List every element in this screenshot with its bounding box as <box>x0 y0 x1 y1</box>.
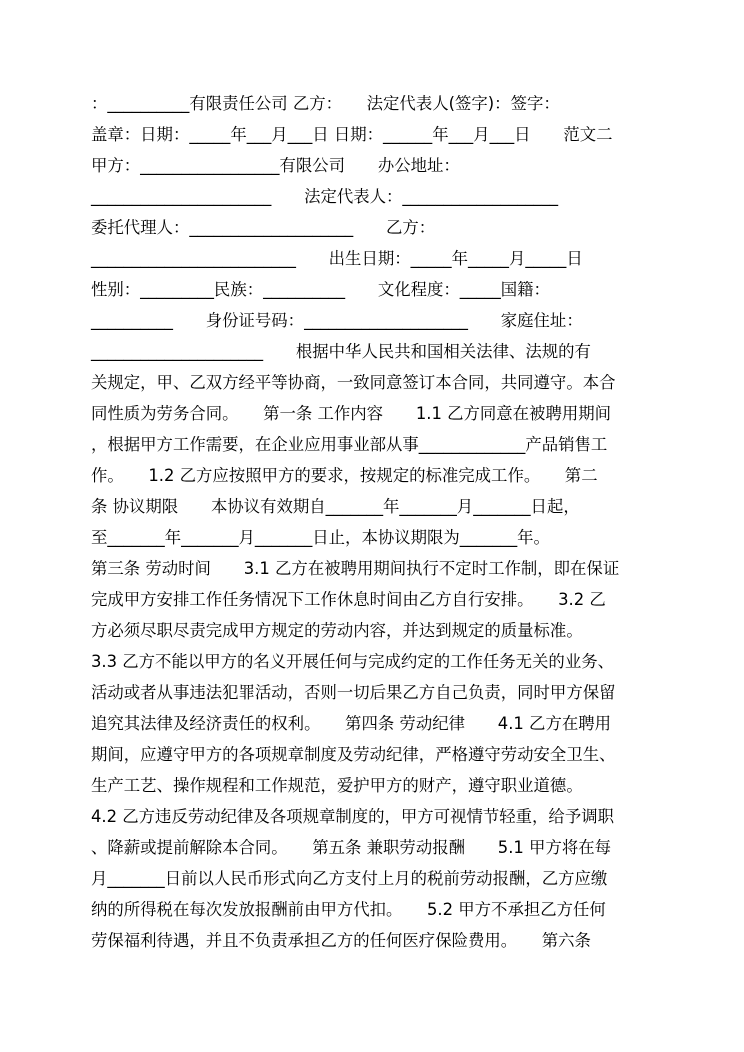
text-line: ，根据甲方工作需要，在企业应用事业部从事_____________产品销售工 <box>91 435 608 454</box>
text-line: 月_______日前以人民币形式向乙方支付上月的税前劳动报酬，乙方应缴 <box>91 869 608 888</box>
text-line: 活动或者从事违法犯罪活动，否则一切后果乙方自己负责，同时甲方保留 <box>91 683 616 702</box>
text-line: 同性质为劳务合同。 第一条 工作内容 1.1 乙方同意在被聘用期间 <box>91 404 612 423</box>
text-line: 劳保福利待遇，并且不负责承担乙方的任何医疗保险费用。 第六条 <box>91 931 591 950</box>
text-line: 委托代理人：____________________ 乙方： <box>91 218 436 237</box>
text-line: 4.2 乙方违反劳动纪律及各项规章制度的，甲方可视情节轻重，给予调职 <box>91 807 614 826</box>
text-line: 甲方：_________________有限公司 办公地址： <box>91 156 460 175</box>
contract-body <box>91 88 653 956</box>
text-line: 追究其法律及经济责任的权利。 第四条 劳动纪律 4.1 乙方在聘用 <box>91 714 612 733</box>
text-line: 纳的所得税在每次发放报酬前由甲方代扣。 5.2 甲方不承担乙方任何 <box>91 900 606 919</box>
text-line: ______________________ 法定代表人：___________________ <box>91 187 559 206</box>
text-line: 关规定，甲、乙双方经平等协商，一致同意签订本合同，共同遵守。本合 <box>91 373 616 392</box>
text-line: 条 协议期限 本协议有效期自_______年_______月_______日起， <box>91 497 580 516</box>
text-line: 盖章：日期：_____年___月___日 日期：______年___月___日 范文二 <box>91 125 613 144</box>
text-line: 生产工艺、操作规程和工作规范，爱护甲方的财产，遵守职业道德。 <box>91 776 583 795</box>
text-line: __________ 身份证号码：____________________ 家庭住址： <box>91 311 583 330</box>
text-line: 完成甲方安排工作任务情况下工作休息时间由乙方自行安排。 3.2 乙 <box>91 590 606 609</box>
text-line: ：__________有限责任公司 乙方： 法定代表人(签字)：签字： <box>91 94 560 113</box>
text-line: 期间，应遵守甲方的各项规章制度及劳动纪律，严格遵守劳动安全卫生、 <box>91 745 616 764</box>
text-line: 作。 1.2 乙方应按照甲方的要求，按规定的标准完成工作。 第二 <box>91 466 598 485</box>
text-line: _________________________ 出生日期：_____年_____月_____日 <box>91 249 583 268</box>
text-line: 性别：_________民族：__________ 文化程度：_____国籍： <box>91 280 550 299</box>
text-line: 方必须尽职尽责完成甲方规定的劳动内容，并达到规定的质量标准。 <box>91 621 583 640</box>
text-line: 3.3 乙方不能以甲方的名义开展任何与完成约定的工作任务无关的业务、 <box>91 652 614 671</box>
text-line: 至_______年_______月_______日止，本协议期限为_______年。 <box>91 528 550 547</box>
text-line: _____________________ 根据中华人民共和国相关法律、法规的有 <box>91 342 591 361</box>
text-line: 、降薪或提前解除本合同。 第五条 兼职劳动报酬 5.1 甲方将在每 <box>91 838 612 857</box>
text-line: 第三条 劳动时间 3.1 乙方在被聘用期间执行不定时工作制，即在保证 <box>91 559 620 578</box>
